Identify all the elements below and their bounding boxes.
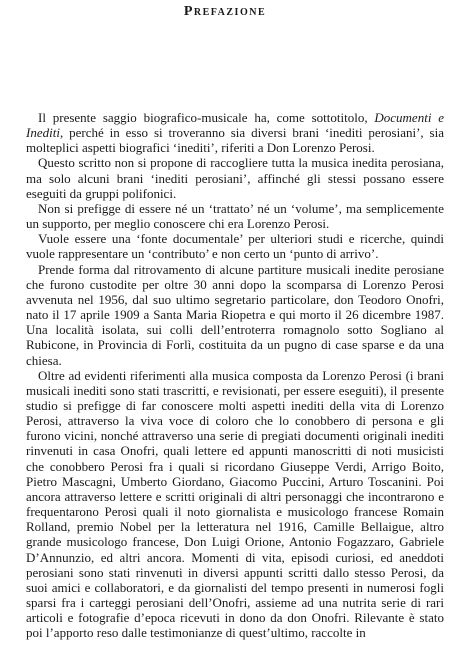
page-heading: Prefazione: [183, 4, 267, 19]
paragraph-2: Questo scritto non si propone di raccogliere tutta la musica inedita perosiana, ma solo alcuni brani ‘inediti perosiani’, affinché gli stessi possano essere eseguiti da gruppi polifonici.: [26, 155, 444, 201]
paragraph-3: Non si prefigge di essere né un ‘trattato’ né un ‘volume’, ma semplicemente un supporto, per meglio conoscere chi era Lorenzo Perosi.: [26, 200, 444, 232]
paragraph-1-start: Il presente saggio biografico-musicale ha, come sottotitolo,: [38, 110, 375, 125]
body-text: [26, 110, 444, 640]
paragraph-4: Vuole essere una ‘fonte documentale’ per ulteriori studi e ricerche, quindi vuole rappresentare un ‘contributo’ e non certo un ‘punto di arrivo’.: [26, 231, 444, 262]
paragraph-1: [26, 110, 444, 155]
subtitle-italic: Documenti e Inediti: [26, 110, 444, 141]
paragraph-1-end: , perché in esso si troveranno sia diversi brani ‘inediti perosiani’, sia molteplici aspetti biografici ‘inediti’, riferiti a Don Lorenzo Perosi.: [26, 125, 444, 156]
paragraph-6: Oltre ad evidenti riferimenti alla musica composta da Lorenzo Perosi (i brani musicali inediti sono stati trascritti, e revisionati, per essere eseguiti), il presente studio si prefigge di far conoscere molti aspetti inediti della vita di Lorenzo Perosi, attraverso la viva voce di coloro che lo conobbero di persona e gli furono vicini, nonché attraverso una serie di pregiati documenti originali inediti rinvenuti in casa Onofri, quali lettere ed appunti manoscritti di noti musicisti che conobbero Perosi fra i quali si ricordano Giuseppe Verdi, Arrigo Boito, Pietro Mascagni, Umberto Giordano, Giacomo Puccini, Arturo Toscanini. Poi ancora attraverso lettere e scritti originali di altri personaggi che incontrarono e frequentarono Perosi quali il noto giornalista e musicologo francese Romain Rolland, premio Nobel per la letteratura nel 1916, Camille Bellaigue, altro grande musicologo francese, Don Luigi Orione, Antonio Fogazzaro, Gabriele D’Annunzio, ed altri ancora. Momenti di vita, episodi curiosi, ed aneddoti perosiani sono stati rinvenuti in diversi appunti scritti dallo stesso Perosi, da suoi amici e collaboratori, e da giornalisti del tempo presenti in numerosi fogli sparsi fra i carteggi perosiani dell’Onofri, assieme ad una nutrita serie di rari articoli e fotografie d’epoca ricevuti in dono da don Onofri. Rilevante è stato poi l’apporto reso dalle testimonianze di quest’ultimo, raccolte in: [26, 367, 444, 641]
paragraph-5: Prende forma dal ritrovamento di alcune partiture musicali inedite perosiane che furono custodite per oltre 30 anni dopo la scomparsa di Lorenzo Perosi avvenuta nel 1956, dal suo ultimo segretario particolare, don Teodoro Onofri, nato il 17 aprile 1909 a Santa Maria Riopetra e qui morto il 26 dicembre 1987. Una località isolata, sui colli dell’entroterra romagnolo sotto Sogliano al Rubicone, in Provincia di Forlì, costituita da un pugno di case sparse e da una chiesa.: [26, 261, 444, 368]
